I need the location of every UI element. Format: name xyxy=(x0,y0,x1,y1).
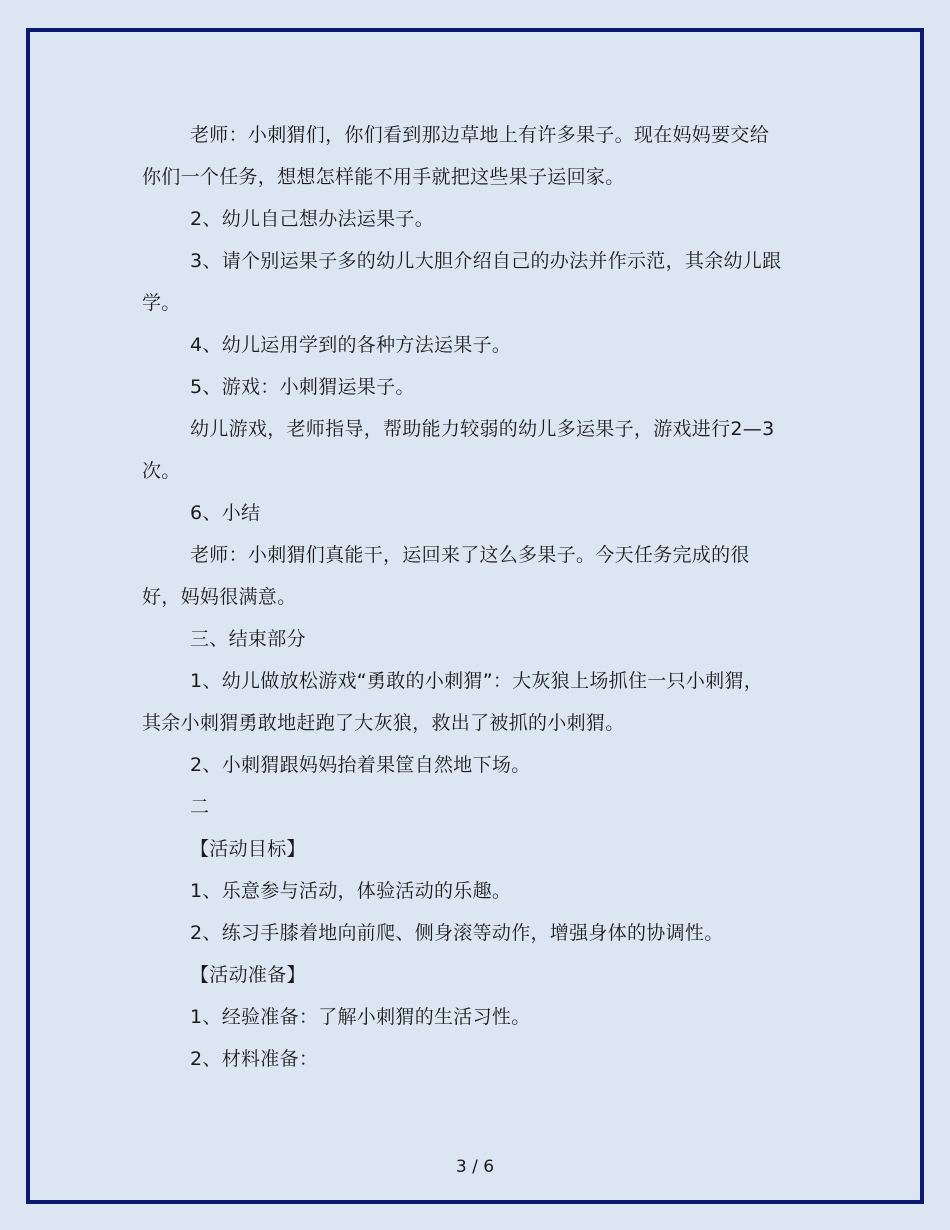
section-number: 二 xyxy=(190,796,210,818)
page-number: 3 / 6 xyxy=(455,1157,495,1177)
page-frame xyxy=(26,28,924,1204)
paragraph: 2、幼儿自己想办法运果子。 xyxy=(190,208,434,230)
section-heading: 三、结束部分 xyxy=(190,628,306,650)
paragraph: 2、材料准备： xyxy=(190,1048,319,1070)
paragraph: 幼儿游戏，老师指导，帮助能力较弱的幼儿多运果子，游戏进行2—3次。 xyxy=(142,418,775,482)
paragraph: 5、游戏：小刺猬运果子。 xyxy=(190,376,415,398)
paragraph: 老师：小刺猬们，你们看到那边草地上有许多果子。现在妈妈要交给你们一个任务，想想怎样能不用手就把这些果子运回家。 xyxy=(142,124,770,188)
paragraph: 1、经验准备：了解小刺猬的生活习性。 xyxy=(190,1006,531,1028)
paragraph: 4、幼儿运用学到的各种方法运果子。 xyxy=(190,334,512,356)
paragraph: 1、乐意参与活动，体验活动的乐趣。 xyxy=(190,880,512,902)
section-heading: 【活动准备】 xyxy=(190,964,306,986)
paragraph: 2、练习手膝着地向前爬、侧身滚等动作，增强身体的协调性。 xyxy=(190,922,724,944)
document-body xyxy=(142,114,782,1080)
paragraph: 6、小结 xyxy=(190,502,261,524)
paragraph: 2、小刺猬跟妈妈抬着果筐自然地下场。 xyxy=(190,754,531,776)
paragraph: 老师：小刺猬们真能干，运回来了这么多果子。今天任务完成的很好，妈妈很满意。 xyxy=(142,544,750,608)
paragraph: 3、请个别运果子多的幼儿大胆介绍自己的办法并作示范，其余幼儿跟学。 xyxy=(142,250,782,314)
paragraph: 1、幼儿做放松游戏“勇敢的小刺猬”：大灰狼上场抓住一只小刺猬，其余小刺猬勇敢地赶跑了大灰狼，救出了被抓的小刺猬。 xyxy=(142,670,764,734)
section-heading: 【活动目标】 xyxy=(190,838,306,860)
